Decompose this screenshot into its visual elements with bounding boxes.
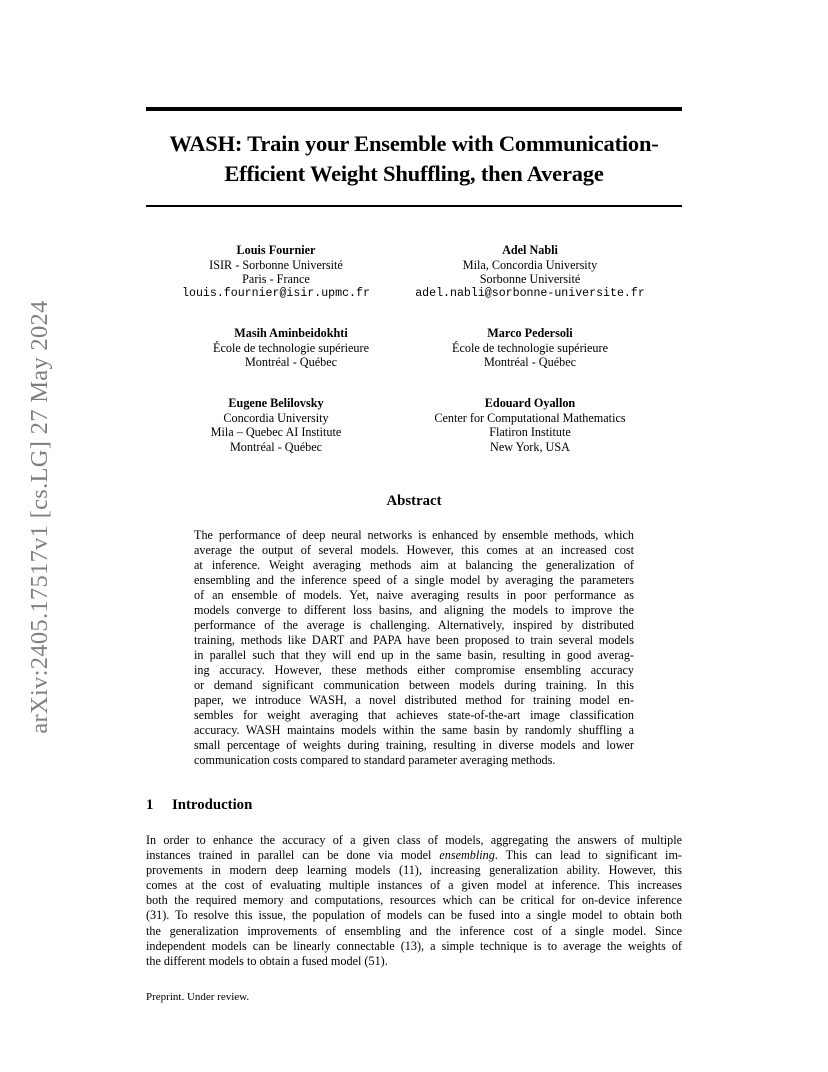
paragraph-line [146, 848, 682, 863]
abstract-line: at inference. Weight averaging methods aim at balancing the generalization of [194, 558, 634, 572]
author-block [180, 396, 372, 454]
abstract-line: small percentage of weights during training, resulting in diverse models and lower [194, 738, 634, 752]
author-affiliation: Montréal - Québec [229, 439, 323, 454]
text-run: both the required memory and computations, resources which can be critical for on-device inference [146, 893, 682, 908]
paragraph-line [146, 878, 682, 893]
author-name: Marco Pedersoli [487, 326, 573, 340]
title-bottom-rule [146, 205, 682, 207]
abstract-line: average the output of several models. However, this comes at an increased cost [194, 543, 634, 557]
abstract-line: models converge to different loss basins, and aligning the models to improve the [194, 603, 634, 617]
text-run: comes at the cost of evaluating multiple instances of a given model at inference. This increases [146, 878, 682, 893]
text-run: instances trained in parallel can be done via model [146, 848, 440, 863]
text-run: the generalization improvements of ensembling and the inference cost of a single model. Since [146, 923, 682, 938]
abstract-heading: Abstract [386, 493, 442, 509]
title-line-2: Efficient Weight Shuffling, then Average [224, 161, 604, 186]
text-run: In order to enhance the accuracy of a given class of models, aggregating the answers of multiple [146, 833, 682, 847]
introduction-paragraph [146, 833, 682, 969]
author-block [180, 243, 372, 301]
abstract-line: sembles for weight averaging that achieves state-of-the-art image classification [194, 708, 634, 722]
author-affiliation: Montréal - Québec [244, 355, 338, 370]
text-run: provements in modern deep learning models (11), increasing generalization ability. However, this [146, 863, 682, 878]
abstract-body [194, 528, 634, 768]
author-name: Adel Nabli [502, 243, 558, 257]
paper-title [146, 129, 682, 189]
paragraph-line [146, 954, 682, 969]
abstract-line: communication costs compared to standard parameter averaging methods. [194, 753, 556, 767]
title-line-1: WASH: Train your Ensemble with Communication- [169, 131, 659, 156]
author-name: Masih Aminbeidokhti [234, 326, 348, 340]
author-block [180, 326, 402, 370]
author-name: Edouard Oyallon [484, 396, 576, 410]
author-name: Eugene Belilovsky [228, 396, 324, 410]
author-affiliation: École de technologie supérieure [213, 340, 369, 355]
paragraph-line [146, 908, 682, 923]
author-email[interactable]: adel.nabli@sorbonne-universite.fr [415, 286, 645, 300]
author-affiliation: New York, USA [490, 439, 570, 454]
section-number: 1 [146, 797, 154, 813]
emphasized-term: ensembling [439, 848, 495, 863]
author-affiliation: Concordia University [223, 410, 329, 425]
author-email[interactable]: louis.fournier@isir.upmc.fr [182, 286, 370, 300]
abstract-line: accuracy. WASH maintains models within the same basin by randomly shuffling a [194, 723, 634, 737]
preprint-footer-note: Preprint. Under review. [146, 991, 250, 1003]
author-block [412, 396, 648, 454]
author-affiliation: Montréal - Québec [483, 355, 577, 370]
abstract-line: training, methods like DART and PAPA have been proposed to train several models [194, 633, 634, 647]
author-affiliation: Flatiron Institute [489, 425, 571, 440]
arxiv-identifier-stamp: arXiv:2405.17517v1 [cs.LG] 27 May 2024 [26, 300, 53, 734]
paragraph-line [146, 924, 682, 939]
abstract-line: ensembling and the inference speed of a single model by averaging the parameters [194, 573, 634, 587]
paragraph-line [146, 893, 682, 908]
text-run: (31). To resolve this issue, the population of models can be fused into a single model to obtain both [146, 908, 682, 923]
paragraph-line [146, 833, 682, 848]
title-top-rule [146, 107, 682, 111]
abstract-line: of an ensemble of models. Yet, naive averaging results in poor performance as [194, 588, 634, 602]
author-affiliation: Mila, Concordia University [462, 257, 598, 272]
text-run: . This can lead to significant im- [494, 848, 682, 863]
text-run: the different models to obtain a fused model (51). [146, 953, 388, 968]
abstract-line: performance of the average is challenging. Alternatively, inspired by distributed [194, 618, 634, 632]
author-affiliation: Center for Computational Mathematics [434, 410, 626, 425]
abstract-line: The performance of deep neural networks is enhanced by ensemble methods, which [194, 528, 634, 542]
section-title: Introduction [172, 797, 253, 813]
section-heading-introduction [146, 797, 252, 814]
abstract-line: or demand significant communication between models during training. In this [194, 678, 634, 692]
author-affiliation: ISIR - Sorbonne Université [209, 257, 343, 272]
abstract-line: paper, we introduce WASH, a novel distributed method for training model en- [194, 693, 634, 707]
author-affiliation: Mila – Quebec AI Institute [210, 425, 342, 440]
abstract-line: in parallel such that they will end up in the same basin, resulting in good averag- [194, 648, 634, 662]
author-block [412, 243, 648, 301]
author-affiliation: Sorbonne Université [479, 272, 581, 287]
abstract-line: ing accuracy. However, these methods either compromise ensembling accuracy [194, 663, 634, 677]
paragraph-line [146, 939, 682, 954]
text-run: independent models can be linearly connectable (13), a simple technique is to average the weights of [146, 938, 682, 953]
paragraph-line [146, 863, 682, 878]
author-name: Louis Fournier [236, 243, 316, 257]
author-block [412, 326, 648, 370]
author-affiliation: Paris - France [242, 272, 310, 287]
author-affiliation: École de technologie supérieure [452, 340, 608, 355]
